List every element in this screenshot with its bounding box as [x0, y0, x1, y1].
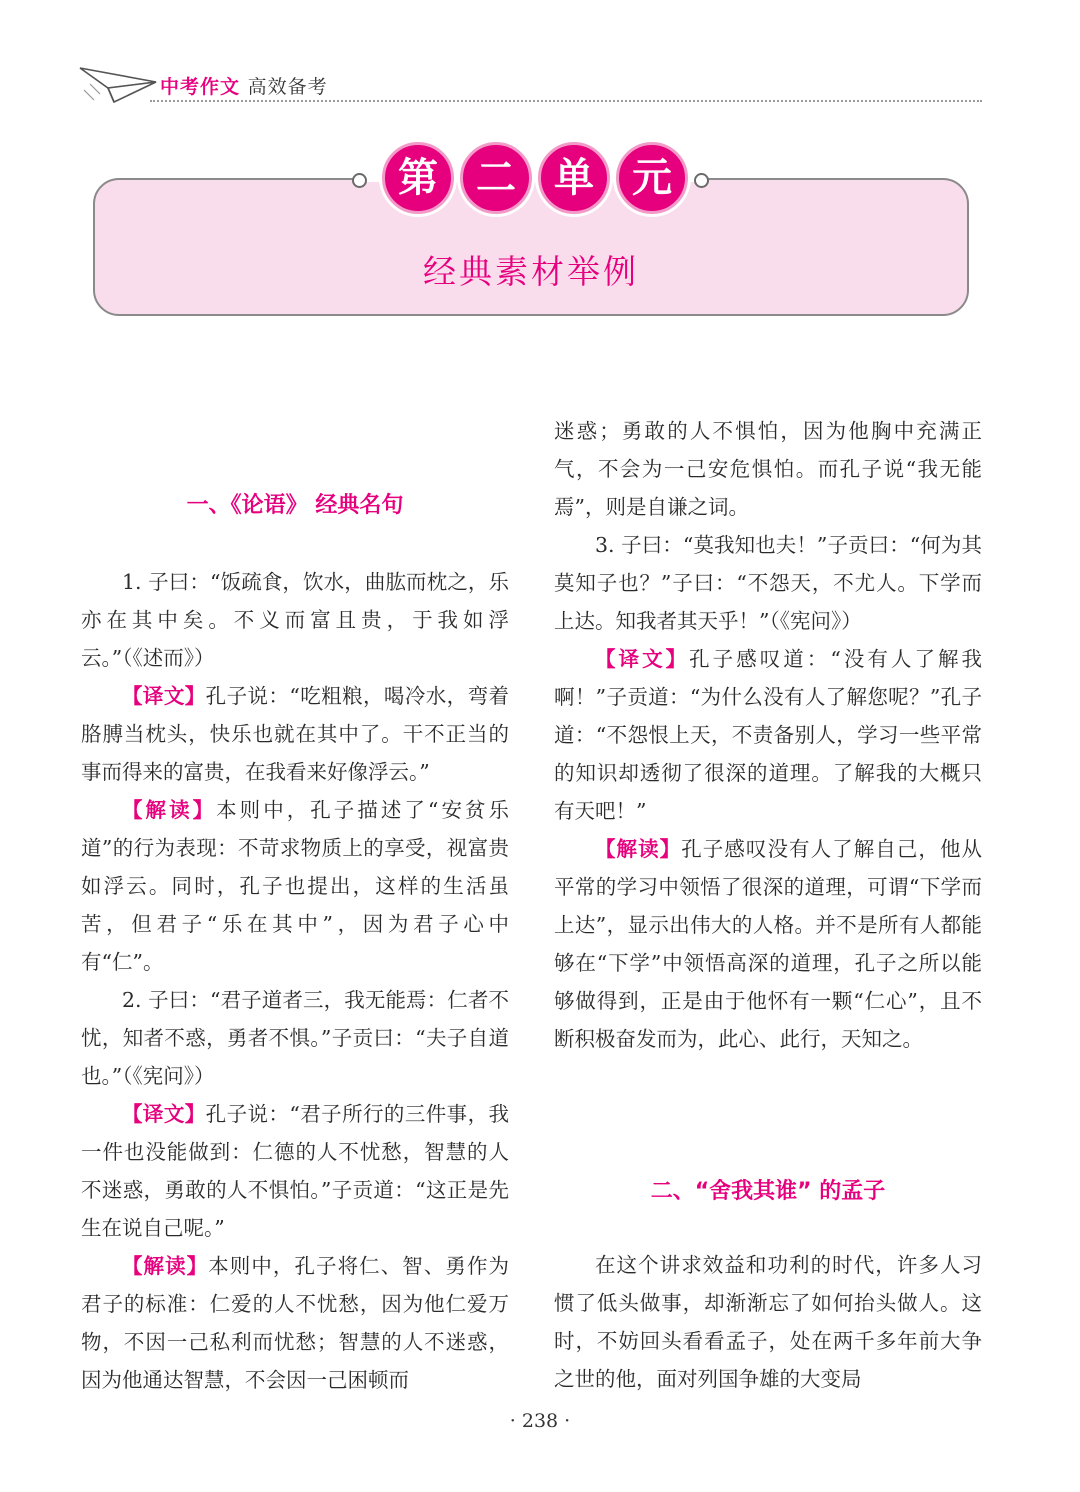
translation-2	[81, 1095, 509, 1247]
translation-text: 孔子感叹道：“没有人了解我啊！”子贡道：“为什么没有人了解您呢？”孔子道：“不怨恨上天，不责备别人，学习一些平常的知识却透彻了很深的道理。了解我的大概只有天吧！”	[554, 647, 983, 823]
interpretation-2-continued: 迷惑；勇敢的人不惧怕，因为他胸中充满正气，不会为一己安危惧怕。而孔子说“我无能焉”，则是自谦之词。	[554, 419, 982, 519]
unit-char: 元	[616, 142, 688, 214]
series-title: 中考作文	[160, 76, 241, 98]
unit-char: 第	[382, 142, 454, 214]
translation-1	[81, 677, 509, 791]
unit-char: 单	[538, 142, 610, 214]
mencius-body	[554, 1246, 982, 1398]
quote-2: 2. 子曰：“君子道者三，我无能焉：仁者不忧，知者不惑，勇者不惧。”子贡曰：“夫子自道也。”（《宪问》）	[81, 988, 509, 1088]
translation-text: 孔子说：“吃粗粮，喝冷水，弯着胳膊当枕头，快乐也就在其中了。干不正当的事而得来的富贵，在我看来好像浮云。”	[81, 684, 509, 784]
interpretation-text: 孔子感叹没有人了解自己，他从平常的学习中领悟了很深的道理，可谓“下学而上达”，显示出伟大的人格。并不是所有人都能够在“下学”中领悟高深的道理，孔子之所以能够做得到，正是由于他怀有一颗“仁心”，且不断积极奋发而为，此心、此行，天知之。	[554, 837, 983, 1051]
translation-tag: 【译文】	[122, 684, 206, 708]
left-column	[81, 563, 509, 1399]
interpretation-1	[81, 791, 509, 981]
interpretation-tag: 【解读】	[122, 798, 217, 822]
interpretation-tag: 【解读】	[595, 837, 682, 861]
translation-tag: 【译文】	[595, 647, 690, 671]
running-header	[160, 72, 328, 99]
interpretation-text: 本则中，孔子将仁、智、勇作为君子的标准：仁爱的人不忧愁，因为他仁爱万物，不因一己私利而忧愁；智慧的人不迷惑，因为他通达智慧，不会因一己困顿而	[81, 1254, 510, 1392]
series-subtitle: 高效备考	[247, 76, 328, 98]
right-column	[554, 412, 982, 1058]
unit-char: 二	[460, 142, 532, 214]
unit-title	[382, 142, 694, 214]
paper-plane-icon	[78, 58, 158, 104]
section-title-mencius: 二、“舍我其谁” 的孟子	[650, 1179, 886, 1204]
quote-3: 3. 子曰：“莫我知也夫！”子贡曰：“何为其莫知子也？”子曰：“不怨天，不尤人。下学而上达。知我者其天乎！”（《宪问》）	[554, 533, 982, 633]
unit-subtitle: 经典素材举例	[423, 252, 639, 291]
mencius-paragraph: 在这个讲求效益和功利的时代，许多人习惯了低头做事，却渐渐忘了如何抬头做人。这时，不妨回头看看孟子，处在两千多年前大争之世的他，面对列国争雄的大变局	[554, 1253, 982, 1391]
translation-text: 孔子说：“君子所行的三件事，我一件也没能做到：仁德的人不忧愁，智慧的人不迷惑，勇敢的人不惧怕。”子贡道：“这正是先生在说自己呢。”	[81, 1102, 509, 1240]
page-number: · 238 ·	[509, 1410, 571, 1432]
translation-tag: 【译文】	[122, 1102, 206, 1126]
interpretation-text: 本则中，孔子描述了“安贫乐道”的行为表现：不苛求物质上的享受，视富贵如浮云。同时，孔子也提出，这样的生活虽苦，但君子“乐在其中”，因为君子心中有“仁”。	[81, 798, 510, 974]
header-divider	[150, 100, 982, 102]
banner-dot-right	[694, 173, 709, 188]
quote-1: 1. 子曰：“饭疏食，饮水，曲肱而枕之，乐亦在其中矣。不义而富且贵，于我如浮云。”（《述而》）	[81, 570, 509, 670]
banner-dot-left	[352, 173, 367, 188]
section-title-analects: 一、《论语》 经典名句	[186, 493, 404, 518]
translation-3	[554, 640, 982, 830]
interpretation-tag: 【解读】	[122, 1254, 209, 1278]
interpretation-2	[81, 1247, 509, 1399]
interpretation-3	[554, 830, 982, 1058]
